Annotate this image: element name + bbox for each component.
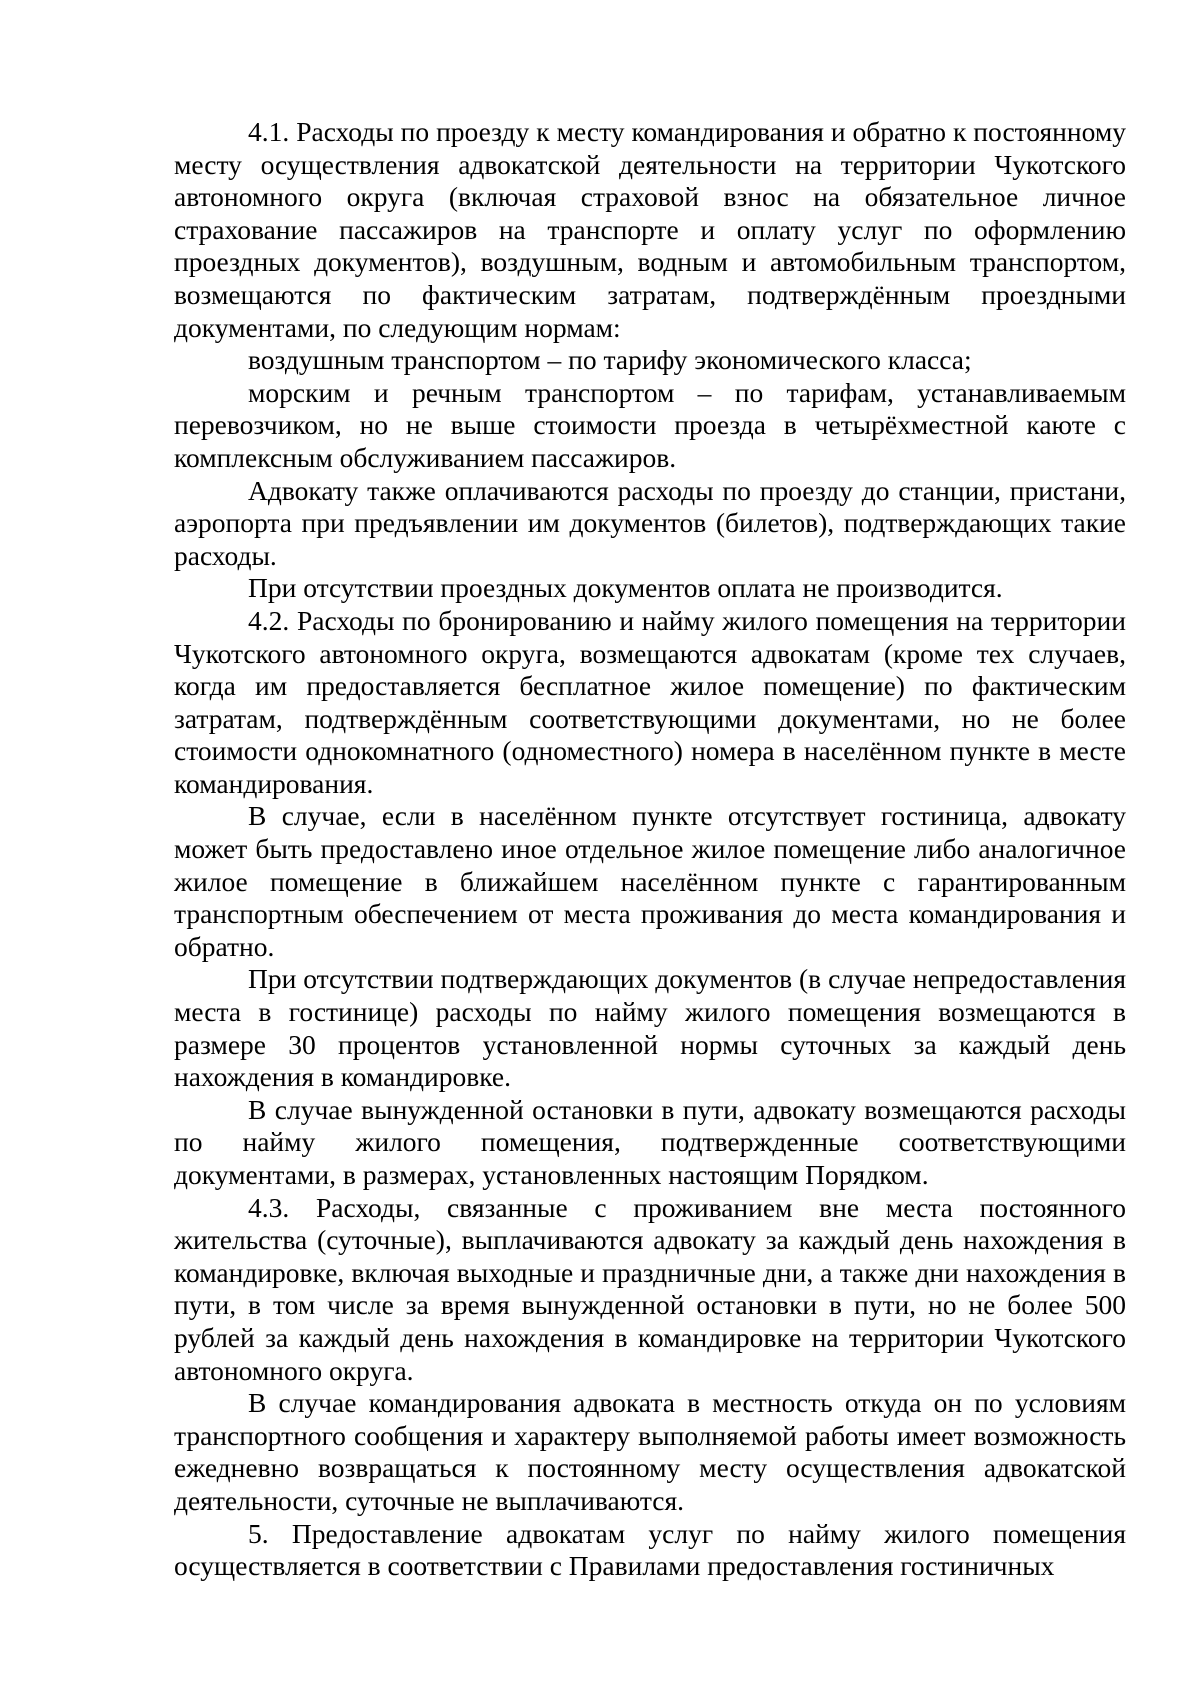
paragraph-sea-river-transport: морским и речным транспортом – по тарифам, устанавливаемым перевозчиком, но не выше стоимости проезда в четырёхместной каюте с комплексным обслуживанием пассажиров.	[174, 376, 1126, 473]
paragraph-no-hotel: В случае, если в населённом пункте отсутствует гостиница, адвокату может быть предоставлено иное отдельное жилое помещение либо аналогичное жилое помещение в ближайшем населённом пункте с гарантированным транспортным обеспечением от места проживания до места командирования и обратно.	[174, 800, 1126, 962]
paragraph-forced-stop: В случае вынужденной остановки в пути, адвокату возмещаются расходы по найму жилого помещения, подтвержденные соответствующими документами, в размерах, установленных настоящим Порядком.	[174, 1093, 1126, 1190]
paragraph-4-3: 4.3. Расходы, связанные с проживанием вне места постоянного жительства (суточные), выплачиваются адвокату за каждый день нахождения в командировке, включая выходные и праздничные дни, а также дни нахождения в пути, в том числе за время вынужденной остановки в пути, но не более 500 рублей за каждый день нахождения в командировке на территории Чукотского автономного округа.	[174, 1191, 1126, 1386]
paragraph-4-2: 4.2. Расходы по бронированию и найму жилого помещения на территории Чукотского автономного округа, возмещаются адвокатам (кроме тех случаев, когда им предоставляется бесплатное жилое помещение) по фактическим затратам, подтверждённым соответствующими документами, но не более стоимости однокомнатного (одноместного) номера в населённом пункте в месте командирования.	[174, 604, 1126, 799]
paragraph-no-documents: При отсутствии проездных документов оплата не производится.	[248, 572, 1003, 604]
paragraph-air-transport: воздушным транспортом – по тарифу экономического класса;	[248, 344, 972, 376]
paragraph-5: 5. Предоставление адвокатам услуг по найму жилого помещения осуществляется в соответствии с Правилами предоставления гостиничных	[174, 1517, 1126, 1582]
document-body	[174, 116, 1126, 1583]
paragraph-no-confirming-documents: При отсутствии подтверждающих документов (в случае непредоставления места в гостинице) расходы по найму жилого помещения возмещаются в размере 30 процентов установленной нормы суточных за каждый день нахождения в командировке.	[174, 963, 1126, 1093]
paragraph-4-1: 4.1. Расходы по проезду к месту командирования и обратно к постоянному месту осуществления адвокатской деятельности на территории Чукотского автономного округа (включая страховой взнос на обязательное личное страхование пассажиров на транспорте и оплату услуг по оформлению проездных документов), воздушным, водным и автомобильным транспортом, возмещаются по фактическим затратам, подтверждённым проездными документами, по следующим нормам:	[174, 116, 1126, 343]
paragraph-station-expenses: Адвокату также оплачиваются расходы по проезду до станции, пристани, аэропорта при предъявлении им документов (билетов), подтверждающих такие расходы.	[174, 474, 1126, 571]
paragraph-daily-return: В случае командирования адвоката в местность откуда он по условиям транспортного сообщения и характеру выполняемой работы имеет возможность ежедневно возвращаться к постоянному месту осуществления адвокатской деятельности, суточные не выплачиваются.	[174, 1387, 1126, 1516]
